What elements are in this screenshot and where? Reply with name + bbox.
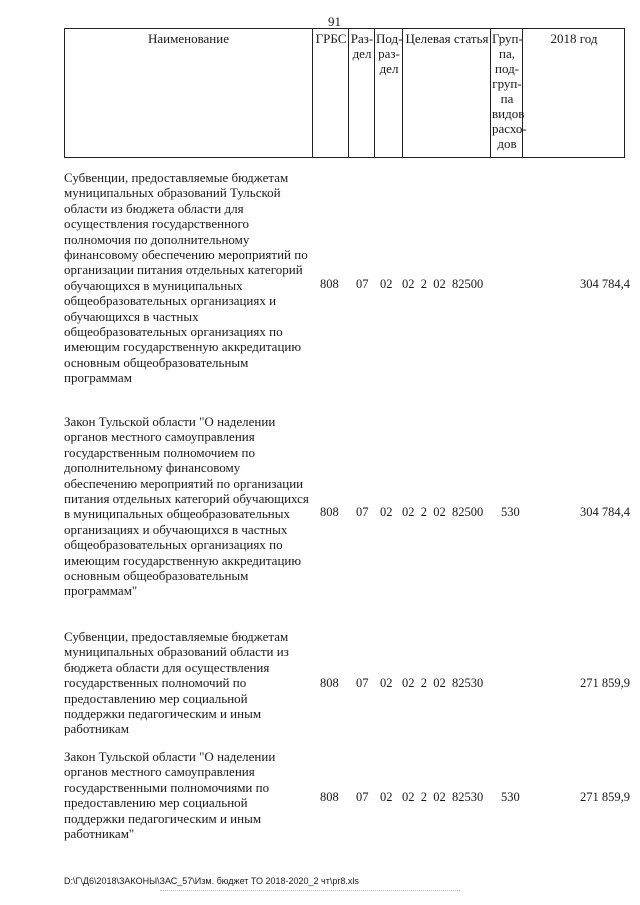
cell-amount: 271 859,9 — [580, 676, 630, 690]
cell-razdel: 07 — [356, 676, 369, 690]
description-line: Закон Тульской области "О наделении — [64, 414, 276, 429]
description-line: Субвенции, предоставляемые бюджетам — [64, 629, 289, 644]
header-podrazdel-line: Под- — [376, 31, 403, 46]
header-group-line: под- — [494, 61, 520, 76]
cell-amount: 271 859,9 — [580, 790, 630, 804]
description-line: имеющим государственную аккредитацию — [64, 552, 302, 568]
cell-podrazdel: 02 — [380, 790, 393, 804]
description-line: финансовому обеспечению мероприятий по — [64, 247, 308, 263]
column-divider — [522, 29, 523, 157]
description-line: Закон Тульской области "О наделении — [64, 749, 276, 764]
cell-expense-group: 530 — [501, 790, 520, 804]
cell-amount: 304 784,4 — [580, 505, 630, 519]
description-line: организации питания отдельных категорий — [64, 262, 303, 278]
column-divider — [402, 29, 403, 157]
header-podrazdel — [376, 31, 402, 76]
file-path-footer: D:\Г\Д6\2018\ЗАКОНЫ\ЗАС_57\Изм. бюджет ТО 2018-2020_2 чт\pr8.xls — [64, 876, 359, 886]
description-line: работникам — [64, 721, 129, 737]
description-line: бюджета области для осуществления — [64, 659, 270, 675]
column-divider — [348, 29, 349, 157]
cell-grbs: 808 — [320, 676, 339, 690]
description-line: органов местного самоуправления — [64, 429, 255, 445]
description-line: питания отдельных категорий обучающихся — [64, 491, 309, 507]
description-line: обучающихся в частных — [64, 308, 199, 324]
description-line: общеобразовательных организациях и — [64, 293, 277, 309]
description-line: программам — [64, 370, 132, 386]
column-divider — [374, 29, 375, 157]
cell-grbs: 808 — [320, 277, 339, 291]
header-group-line: расхо- — [492, 121, 527, 136]
description-line: основным общеобразовательным — [64, 354, 249, 370]
row-description — [64, 749, 316, 841]
header-group-line: Груп- — [492, 31, 523, 46]
row-description — [64, 170, 316, 386]
description-line: государственным полномочием по — [64, 444, 255, 460]
description-line: обеспечению мероприятий по организации — [64, 475, 304, 491]
description-line: Субвенции, предоставляемые бюджетам — [64, 170, 289, 185]
description-line: общеобразовательных организациях по — [64, 324, 283, 340]
cell-podrazdel: 02 — [380, 277, 393, 291]
description-line: основным общеобразовательным — [64, 568, 249, 584]
description-line: имеющим государственную аккредитацию — [64, 339, 302, 355]
cell-target-article: 02 2 02 82530 — [402, 676, 484, 690]
header-razdel-line: дел — [352, 46, 372, 61]
description-line: работникам" — [64, 826, 135, 842]
cell-amount: 304 784,4 — [580, 277, 630, 291]
cell-target-article: 02 2 02 82500 — [402, 277, 484, 291]
description-line: поддержки педагогическим и иным — [64, 810, 262, 826]
header-razdel — [350, 31, 374, 61]
header-razdel-line: Раз- — [350, 31, 374, 46]
description-line: органов местного самоуправления — [64, 764, 255, 780]
cell-expense-group: 530 — [501, 505, 520, 519]
header-group-line: па — [500, 91, 514, 106]
cell-podrazdel: 02 — [380, 505, 393, 519]
scan-artifact-line — [160, 890, 460, 892]
cell-podrazdel: 02 — [380, 676, 393, 690]
page-number: 91 — [328, 14, 341, 29]
header-name: Наименование — [148, 31, 229, 46]
header-target-article: Целевая статья — [405, 31, 489, 46]
description-line: дополнительному финансовому — [64, 460, 241, 476]
cell-razdel: 07 — [356, 277, 369, 291]
header-year: 2018 год — [550, 31, 598, 46]
description-line: общеобразовательных организациях по — [64, 537, 283, 553]
description-line: муниципальных образований области из — [64, 644, 289, 660]
description-line: государственными полномочиями по — [64, 779, 270, 795]
header-podrazdel-line: дел — [379, 61, 399, 76]
row-description — [64, 629, 316, 737]
header-group-line: груп- — [492, 76, 522, 91]
column-divider — [312, 29, 313, 157]
cell-razdel: 07 — [356, 790, 369, 804]
description-line: поддержки педагогическим и иным — [64, 706, 262, 722]
description-line: в муниципальных общеобразовательных — [64, 506, 290, 522]
header-group-line: дов — [497, 136, 517, 151]
table-header — [64, 28, 625, 158]
row-description — [64, 414, 316, 599]
cell-target-article: 02 2 02 82530 — [402, 790, 484, 804]
description-line: области из бюджета области для — [64, 200, 244, 216]
cell-razdel: 07 — [356, 505, 369, 519]
description-line: полномочия по дополнительному — [64, 231, 250, 247]
column-divider — [490, 29, 491, 157]
description-line: обучающихся в муниципальных — [64, 277, 243, 293]
cell-grbs: 808 — [320, 790, 339, 804]
description-line: муниципальных образований Тульской — [64, 185, 281, 201]
header-grbs: ГРБС — [315, 31, 347, 46]
description-line: предоставлению мер социальной — [64, 795, 248, 811]
header-group-line: па, — [499, 46, 515, 61]
header-expense-group — [492, 31, 527, 151]
header-podrazdel-line: раз- — [378, 46, 400, 61]
header-group-line: видов — [492, 106, 525, 121]
description-line: предоставлению мер социальной — [64, 690, 248, 706]
description-line: организациях и обучающихся в частных — [64, 521, 288, 537]
cell-target-article: 02 2 02 82500 — [402, 505, 484, 519]
description-line: осуществления государственного — [64, 216, 250, 232]
description-line: программам" — [64, 583, 138, 599]
cell-grbs: 808 — [320, 505, 339, 519]
description-line: государственных полномочий по — [64, 675, 247, 691]
